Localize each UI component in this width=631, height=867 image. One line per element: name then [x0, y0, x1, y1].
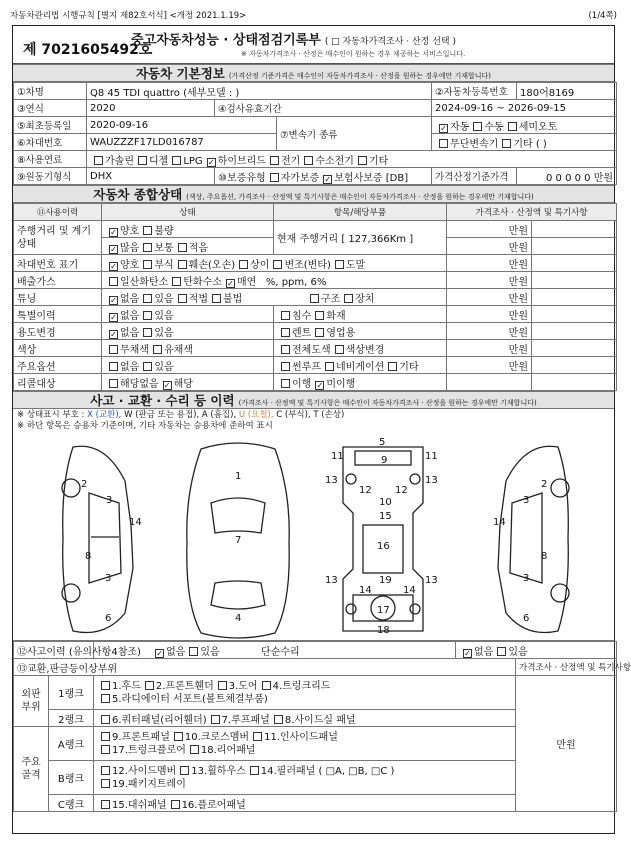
- engine-value: DHX: [87, 168, 215, 185]
- fuel-label: ⑧사용연료: [14, 151, 87, 168]
- checkbox-full-paint[interactable]: [281, 345, 290, 354]
- checkbox-chromatic[interactable]: [153, 345, 162, 354]
- right-car-windows: [510, 493, 542, 583]
- color-options: 무채색 유채색: [102, 340, 274, 357]
- checkbox-gauge-good[interactable]: [109, 228, 118, 237]
- checkbox-tuning-yes[interactable]: [143, 294, 152, 303]
- inspect-value: 2024-09-16 ~ 2026-09-15: [432, 100, 617, 117]
- svg-text:3: 3: [523, 573, 530, 584]
- recall-options: 해당없음✓ 해당: [102, 374, 274, 391]
- checkbox-recall-notdone[interactable]: [315, 381, 324, 390]
- svg-text:17: 17: [377, 605, 390, 616]
- checkbox-manual[interactable]: [473, 122, 482, 131]
- transmission-opts-row1: ✓자동 수동 세미오토: [432, 117, 617, 134]
- center-rear-glass: [211, 581, 265, 609]
- checkbox-semi[interactable]: [508, 122, 517, 131]
- svg-text:16: 16: [377, 541, 390, 552]
- svg-text:14: 14: [493, 517, 506, 528]
- svg-text:10: 10: [379, 497, 392, 508]
- rankC-items: 15.대쉬패널 16.플로어패널: [94, 795, 516, 812]
- form-title: 중고자동차성능 · 상태점검기록부 ( □ 자동차가격조사 · 산정 선택 ): [131, 33, 456, 48]
- first-reg-value: 2020-09-16: [87, 117, 277, 134]
- car-part-diagram: [13, 433, 616, 641]
- emission-options: 일산화탄소 탄화수소✓ 매연 %, ppm, 6%: [102, 272, 447, 289]
- car-name-value: Q8 45 TDI quattro (세부모델 : ): [87, 83, 432, 100]
- svg-text:14: 14: [403, 585, 416, 596]
- legend-notes: ※ 상태표시 부호 : X (교환), W (판금 또는 용접), A (흠집), U (요철), C (부식), T (손상) ※ 하단 항목은 승용차 기준이며, 기타 자동차는 승용차에 준하여 표시: [17, 410, 345, 431]
- reg-no-value: 180어8169: [517, 83, 617, 100]
- checkbox-repair-none[interactable]: [463, 649, 472, 658]
- checkbox-recall-na[interactable]: [109, 379, 118, 388]
- checkbox-auto[interactable]: [439, 124, 448, 133]
- accident-table: [13, 641, 631, 812]
- col-status: 상태: [102, 204, 274, 221]
- current-mileage: 현재 주행거리 [ 127,366Km ]: [274, 221, 447, 255]
- emission-label: 배출가스: [14, 272, 102, 289]
- checkbox-option-yes[interactable]: [143, 362, 152, 371]
- mileage-status1: ✓양호 불량: [102, 221, 274, 238]
- checkbox-electric[interactable]: [270, 156, 279, 165]
- rankB-items: 12.사이드멤버 13.휠하우스 14.필러패널 ( □A, □B, □C ) 19.패키지트레이: [94, 761, 516, 795]
- note-cell: [532, 238, 617, 255]
- rankA-label: A랭크: [49, 727, 94, 761]
- svg-text:3: 3: [523, 495, 530, 506]
- unit: 만원: [447, 357, 532, 374]
- checkbox-accident-none[interactable]: [155, 649, 164, 658]
- year-value: 2020: [87, 100, 215, 117]
- note-cell: [532, 374, 617, 391]
- note-cell: [532, 255, 617, 272]
- fuel-options: 가솔린 디젤 LPG✓ 하이브리드 전기 수소전기 기타: [87, 151, 617, 168]
- checkbox-vin-good[interactable]: [109, 262, 118, 271]
- svg-text:13: 13: [425, 575, 438, 586]
- basic-info-section-title: 자동차 기본정보 (가격산정 기준가격은 매수인이 자동차가격조사 · 산정을 원하는 경우에만 기재합니다): [13, 64, 614, 82]
- svg-text:7: 7: [235, 535, 242, 546]
- checkbox-co[interactable]: [109, 277, 118, 286]
- svg-text:14: 14: [359, 585, 372, 596]
- transmission-opts-row2: 무단변속기 기타 ( ): [432, 134, 617, 151]
- usage-options2: 렌트 영업용: [274, 323, 447, 340]
- rankB-label: B랭크: [49, 761, 94, 795]
- checkbox-tuning-device[interactable]: [344, 294, 353, 303]
- left-car-outline: [63, 446, 133, 632]
- note-cell: [447, 374, 532, 391]
- form-header: [13, 26, 614, 64]
- document-number: 제 7021605492호: [23, 42, 153, 58]
- checkbox-rental[interactable]: [281, 328, 290, 337]
- main-option-label: 주요옵션: [14, 357, 102, 374]
- rankC-label: C랭크: [49, 795, 94, 812]
- recall-options2: 이행✓ 미이행: [274, 374, 447, 391]
- accident-section-title: 사고 · 교환 · 수리 등 이력 (가격조사 · 산정액 및 특기사항은 매수인이 자동차가격조사 · 산정을 원하는 경우에만 기재합니다): [13, 391, 614, 409]
- regulation-text: 자동차관리법 시행규칙 [별지 제82호서식] <개정 2021.1.19>: [10, 11, 247, 21]
- rank1-items: 1.후드 2.프론트휀더 3.도어 4.트렁크리드 5.라디에이터 서포트(볼트체결부품): [94, 676, 516, 710]
- col-items: 항목/해당부품: [274, 204, 447, 221]
- svg-text:11: 11: [331, 451, 344, 462]
- mileage-label: 주행거리 및 계기상태: [14, 221, 102, 255]
- checkbox-flood[interactable]: [281, 311, 290, 320]
- svg-text:18: 18: [377, 625, 390, 636]
- checkbox-vin-diff[interactable]: [239, 260, 248, 269]
- svg-text:13: 13: [325, 475, 338, 486]
- unit: 만원: [447, 221, 532, 238]
- svg-text:11: 11: [425, 451, 438, 462]
- vin-display-options: ✓ 양호 부식 훼손(오손) 상이 변조(변타) 도말: [102, 255, 447, 272]
- overall-status-table: [13, 203, 617, 391]
- exchange-label: ⑬교환,판금등이상부위: [14, 659, 516, 676]
- vin-display-label: 차대번호 표기: [14, 255, 102, 272]
- svg-text:5: 5: [379, 437, 386, 448]
- reg-no-label: ②자동차등록번호: [432, 83, 517, 100]
- checkbox-mileage-few[interactable]: [178, 243, 187, 252]
- special-history-label: 특별이력: [14, 306, 102, 323]
- usage-options: ✓ 없음 있음: [102, 323, 274, 340]
- simple-repair-options: ✓ 없음 있음: [456, 642, 617, 659]
- inspection-form: [12, 25, 631, 834]
- checkbox-gauge-bad[interactable]: [143, 226, 152, 235]
- option-options: 없음 있음: [102, 357, 274, 374]
- checkbox-usage-none[interactable]: [109, 330, 118, 339]
- checkbox-color-change[interactable]: [335, 345, 344, 354]
- svg-text:4: 4: [235, 613, 242, 624]
- checkbox-vin-rust[interactable]: [143, 260, 152, 269]
- rank2-items: 6.쿼터패널(리어휀더) 7.루프패널 8.사이드실 패널: [94, 710, 516, 727]
- note-cell: [532, 323, 617, 340]
- special-options: ✓ 없음 있음: [102, 306, 274, 323]
- checkbox-tuning-illegal[interactable]: [212, 294, 221, 303]
- checkbox-tuning-none[interactable]: [109, 296, 118, 305]
- note-cell: [532, 306, 617, 323]
- checkbox-option-none[interactable]: [109, 362, 118, 371]
- checkbox-insurance-warranty[interactable]: [323, 175, 332, 184]
- rank2-label: 2랭크: [49, 710, 94, 727]
- checkbox-hc[interactable]: [172, 277, 181, 286]
- left-car-windows: [89, 493, 121, 583]
- accident-price-unit: 만원: [516, 676, 617, 812]
- warranty-cell: ⑩보증유형 자가보증✓ 보험사보증 [DB]: [215, 168, 432, 185]
- price-basis-label: 가격산정기준가격: [432, 168, 517, 185]
- checkbox-vin-altered[interactable]: [273, 260, 282, 269]
- checkbox-trans-other[interactable]: [502, 139, 511, 148]
- svg-text:6: 6: [105, 613, 112, 624]
- recall-label: 리콜대상: [14, 374, 102, 391]
- svg-text:9: 9: [381, 455, 388, 466]
- checkbox-self-warranty[interactable]: [270, 173, 279, 182]
- car-name-label: ①차명: [14, 83, 87, 100]
- center-windshield: [211, 498, 265, 533]
- outer-part-label: 외판 부위: [14, 676, 49, 727]
- checkbox-repair-yes[interactable]: [497, 647, 506, 656]
- major-frame-label: 주요 골격: [14, 727, 49, 812]
- engine-label: ⑨원동기형식: [14, 168, 87, 185]
- checkbox-diesel[interactable]: [138, 156, 147, 165]
- unit: 만원: [447, 323, 532, 340]
- vin-value: WAUZZZF17LD016787: [87, 134, 277, 151]
- header-note: ※ 자동차가격조사 · 산정은 매수인이 원하는 경우 제공하는 서비스입니다.: [241, 50, 466, 58]
- rank1-label: 1랭크: [49, 676, 94, 710]
- basic-info-table: [13, 82, 617, 185]
- rankA-items: 9.프론트패널 10.크로스멤버 11.인사이드패널 17.트렁크플로어 18.리어패널: [94, 727, 516, 761]
- checkbox-special-yes[interactable]: [143, 311, 152, 320]
- color-label: 색상: [14, 340, 102, 357]
- svg-text:13: 13: [325, 575, 338, 586]
- note-cell: [532, 340, 617, 357]
- checkbox-recall-yes[interactable]: [163, 381, 172, 390]
- checkbox-sunroof[interactable]: [281, 362, 290, 371]
- price-col-label: 가격조사 · 산정액 및 특기사항: [516, 659, 617, 676]
- tuning-options: ✓ 없음 있음 적법 불법 구조 장치: [102, 289, 447, 306]
- page-indicator: (1/4쪽): [588, 11, 617, 21]
- svg-text:2: 2: [541, 479, 548, 490]
- accident-history-label: ⑫사고이력 (유의사항4참조): [14, 642, 94, 659]
- frame-outline: [343, 447, 423, 631]
- col-history: ⑪사용이력: [14, 204, 102, 221]
- checkbox-commercial[interactable]: [315, 328, 324, 337]
- usage-change-label: 용도변경: [14, 323, 102, 340]
- checkbox-mileage-many[interactable]: [109, 245, 118, 254]
- checkbox-accident-yes[interactable]: [189, 647, 198, 656]
- svg-text:1: 1: [235, 471, 242, 482]
- checkbox-vin-damaged[interactable]: [178, 260, 187, 269]
- checkbox-lpg[interactable]: [172, 156, 181, 165]
- overall-section-title: 자동차 종합상태 (색상, 주요옵션, 가격조사 · 산정액 및 특기사항은 매수인이 자동차가격조사 · 산정을 원하는 경우에만 기재합니다): [13, 185, 614, 203]
- checkbox-option-other[interactable]: [388, 362, 397, 371]
- svg-text:12: 12: [359, 485, 372, 496]
- svg-text:3: 3: [106, 495, 113, 506]
- checkbox-navigation[interactable]: [325, 362, 334, 371]
- vin-label: ⑥차대번호: [14, 134, 87, 151]
- checkbox-gasoline[interactable]: [94, 156, 103, 165]
- car-diagram: [13, 433, 614, 641]
- checkbox-mileage-normal[interactable]: [143, 243, 152, 252]
- svg-text:3: 3: [105, 573, 112, 584]
- unit: 만원: [447, 289, 532, 306]
- checkbox-special-none[interactable]: [109, 313, 118, 322]
- checkbox-achromatic[interactable]: [109, 345, 118, 354]
- svg-text:12: 12: [395, 485, 408, 496]
- mileage-status2: ✓많음 보통 적음: [102, 238, 274, 255]
- unit: 만원: [447, 306, 532, 323]
- checkbox-vin-smeared[interactable]: [335, 260, 344, 269]
- accident-options: ✓ 없음 있음 단순수리: [94, 642, 456, 659]
- checkbox-tuning-legal[interactable]: [178, 294, 187, 303]
- note-cell: [532, 289, 617, 306]
- svg-text:14: 14: [129, 517, 142, 528]
- svg-text:19: 19: [379, 575, 392, 586]
- tuning-label: 튜닝: [14, 289, 102, 306]
- svg-text:13: 13: [425, 475, 438, 486]
- svg-text:2: 2: [81, 479, 88, 490]
- unit: 만원: [447, 238, 532, 255]
- note-cell: [532, 357, 617, 374]
- checkbox-cvt[interactable]: [439, 139, 448, 148]
- col-price: 가격조사 · 산정액 및 특기사항: [447, 204, 617, 221]
- checkbox-usage-yes[interactable]: [143, 328, 152, 337]
- checkbox-fire[interactable]: [315, 311, 324, 320]
- inspect-label: ④검사유효기간: [215, 100, 432, 117]
- checkbox-fuel-other[interactable]: [358, 156, 367, 165]
- option-options2: 썬루프 네비게이션 기타: [274, 357, 447, 374]
- checkbox-hydrogen[interactable]: [304, 156, 313, 165]
- unit: 만원: [447, 340, 532, 357]
- unit: 만원: [447, 255, 532, 272]
- unit: 만원: [447, 272, 532, 289]
- special-options2: 침수 화재: [274, 306, 447, 323]
- checkbox-recall-done[interactable]: [281, 379, 290, 388]
- svg-text:6: 6: [523, 613, 530, 624]
- first-reg-label: ⑤최초등록일: [14, 117, 87, 134]
- note-cell: [532, 221, 617, 238]
- svg-text:15: 15: [379, 511, 392, 522]
- color-options2: 전체도색 색상변경: [274, 340, 447, 357]
- right-car-outline: [498, 446, 568, 632]
- checkbox-hybrid[interactable]: [207, 158, 216, 167]
- year-label: ③연식: [14, 100, 87, 117]
- price-basis-value: 0 0 0 0 0 만원: [517, 168, 617, 185]
- checkbox-tuning-structure[interactable]: [310, 294, 319, 303]
- transmission-label: ⑦변속기 종류: [277, 117, 432, 151]
- svg-text:8: 8: [541, 551, 548, 562]
- svg-text:8: 8: [85, 551, 92, 562]
- checkbox-smoke[interactable]: [226, 279, 235, 288]
- note-cell: [532, 272, 617, 289]
